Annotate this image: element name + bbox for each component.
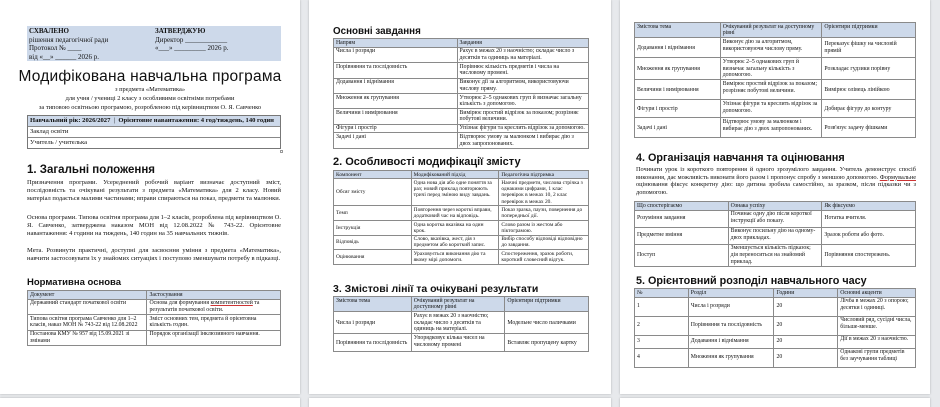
- observation-table: [634, 201, 916, 267]
- subtitle-student: для учня / учениці 2 класу з особливими освітніми потребами: [65, 95, 235, 102]
- content-lines-table: [333, 296, 589, 352]
- table-header-row: Що спостерігаємо Ознака успіху Як фіксуємо: [635, 202, 916, 211]
- section-1-paragraph-1: Призначення програми. Усереднений робочий варіант визначає доступний зміст, послідовність та очікувані результати з предмета «Математика» для 2 класу. Новий матеріал подається малими частинами; вправи спираються на показ, предмети та малюнки.: [27, 179, 281, 202]
- table-row: Числа і розряди Рахує в межах 20 з наочністю; складає число з десятків та одиниць на матеріалі. Модельне число паличками: [334, 312, 589, 334]
- table-row: Обсяг змісту Одна нова дія або одне поняття за раз; новий приклад повторюють тричі перед зміною виду завдань. Наочні предмети, числова стрічка з однакими цифрами, 1 клас перевірок в межах 10, 2 клас перевірок в межах 20.: [334, 179, 589, 206]
- info-row-year: Навчальний рік: 2026/2027 | Орієнтовне навантаження: 4 год/тиждень, 140 годин: [28, 116, 280, 127]
- table-row: 4 Множення як групування 20 Однакові групи предметів без заучування таблиці: [635, 348, 916, 367]
- table-row: 2 Порівняння та послідовність 20 Числовий ряд, сусідні числа, більше-менше.: [635, 316, 916, 335]
- document-page-3: [620, 0, 930, 394]
- document-page-1: [0, 0, 300, 394]
- table-header-row: Змістова тема Очікуваний результат на доступному рівні Орієнтири підтримки: [635, 23, 916, 38]
- table-row: Типова освітня програма Савченко для 1–2 класів, наказ МОН № 743-22 від 12.08.2022 Зміст основних тем, предмета й орієнтовна кількість годин.: [28, 315, 281, 330]
- section-4-title: 4. Організація навчання та оцінювання: [636, 152, 845, 164]
- document-page-6-top: [620, 398, 930, 407]
- document-page-4-top: [0, 398, 300, 407]
- table-row: Поступ Зменшується кількість підказок; дія переноситься на знайомий приклад. Порівняння спостережень.: [635, 244, 916, 266]
- table-header-row: Документ Застосування: [28, 291, 281, 300]
- table-row: Постанова КМУ № 957 від 15.09.2021 зі змінами Порядок організації інклюзивного навчання.: [28, 330, 281, 345]
- table-row: Множення як групування Утворює 2–5 однакових груп й визначає загальну кількість з допомогою.: [334, 93, 589, 108]
- table-header-row: № Розділ Години Основні акценти: [635, 289, 916, 298]
- document-title: Модифікована навчальна програма: [18, 68, 282, 85]
- table-row: Предметне вміння Виконує посильну дію на одному-двох прикладах. Зразок роботи або фото.: [635, 227, 916, 244]
- spellcheck-underlined-word[interactable]: компетентностей: [210, 300, 253, 307]
- table-row: Порівняння та послідовність Упорядковує кілька чисел на числовому промені Вставляє пропущену картку: [334, 334, 589, 352]
- info-row-school: Заклад освіти: [28, 127, 280, 138]
- info-table: [27, 115, 281, 149]
- document-page-5-top: [309, 398, 611, 407]
- table-row: Фігури і простір Упізнає фігури та креслить відрізок за допомогою. Добирає фігуру до контуру: [635, 100, 916, 118]
- table-header-row: Змістова тема Очікуваний результат на доступному рівні Орієнтири підтримки: [334, 297, 589, 312]
- table-row: Оцінювання Ураховується виконання дію та якому мірі допомоги. Спостереження, зразок роботи, короткий словесний відгук.: [334, 250, 589, 265]
- main-tasks-title: Основні завдання: [333, 26, 421, 37]
- table-header-row: Компонент Модифікований підхід Педагогічна підтримка: [334, 171, 589, 179]
- document-page-2: [309, 0, 611, 394]
- normative-basis-title: Нормативна основа: [27, 277, 122, 288]
- spellcheck-underlined-word[interactable]: Формувальне: [879, 173, 916, 181]
- table-row: 3 Додавання і віднімання 20 Дії в межах 20 з наочністю.: [635, 335, 916, 348]
- subtitle-subject: з предмета «Математика»: [114, 86, 186, 93]
- modification-table: [333, 170, 589, 265]
- table-row: Темп Повторення через короткі вправи, додатковий час на відповідь. Показ зразка, паузи, повернення до попередньої дії.: [334, 206, 589, 221]
- table-row: Задачі і дані Відтворює умову за малюнком і вибирає дію з двох запропонованих.: [334, 133, 589, 148]
- confirmed-column: ЗАТВЕРДЖУЮ Директор ____________ «___» _________ 2026 р.: [155, 27, 229, 53]
- content-lines-table-continued: [634, 22, 916, 138]
- table-row: Розуміння завдання Починає одну дію після короткої інструкції або показу. Нотатка вчителя.: [635, 210, 916, 227]
- info-row-teacher: Учитель / учителька: [30, 139, 88, 146]
- approval-block: [27, 26, 281, 61]
- table-row: Величини і вимірювання Вимірює простий відрізок за показом; розрізняє побутові величини. Вимірює олівець лінійкою: [635, 80, 916, 100]
- table-row: Порівняння та послідовність Порівнює кількість предметів і числа на числовому промені.: [334, 63, 589, 78]
- table-row: Числа і розряди Рахує в межах 20 з наочністю; складає число з десятків та одиниць на матеріалі.: [334, 47, 589, 62]
- section-2-title: 2. Особливості модифікації змісту: [333, 156, 521, 168]
- main-tasks-table: [333, 38, 589, 149]
- table-row: 1 Числа і розряди 20 Лічба в межах 20 з опорою; десятки і одиниці.: [635, 297, 916, 316]
- table-row: Задачі і дані Відтворює умову за малюнком і вибирає дію з двох запропонованих. Розв'язує задачу фішками: [635, 118, 916, 138]
- section-5-title: 5. Орієнтовний розподіл навчального часу: [636, 275, 867, 287]
- section-1-paragraph-3: Мета. Розвинути практичні, доступні для засвоєння уміння з предмета «Математика», навчити застосовувати їх у знайомих ситуаціях і поступово зменшувати потребу в підказці.: [27, 247, 281, 262]
- table-row: Додавання і віднімання Виконує дії за алгоритмом, використовуючи числову пряму.: [334, 78, 589, 93]
- table-row: Фігури і простір Упізнає фігури та креслить відрізок за допомогою.: [334, 124, 589, 133]
- section-1-paragraph-2: Основа програми. Типова освітня програма для 1–2 класів, розроблена під керівництвом О. Я. Савченко, затверджена наказом МОН від 12.08.2022 № 743-22. Орієнтовне навантаження: 4 години на тиждень, 140 годин на 35 навчальних тижнів.: [27, 214, 281, 237]
- table-resize-handle[interactable]: [280, 150, 283, 153]
- table-row: Відповідь Слово, вказівка, жест, дія з предметом або короткий запис. Вибір способу відповіді відповідно до завдання.: [334, 235, 589, 250]
- table-row: Додавання і віднімання Виконує дію за алгоритмом, використовуючи числову пряму. Переказує фішку на числовій прямій: [635, 38, 916, 58]
- table-header-row: Напрям Завдання: [334, 39, 589, 48]
- table-row: Державний стандарт початкової освіти Основа для формування компетентностей та результатів початкової освіти.: [28, 299, 281, 314]
- section-1-title: 1. Загальні положення: [27, 164, 155, 176]
- table-row: Інструкція Одна коротка вказівка на один крок. Слово разом із жестом або піктограмою.: [334, 220, 589, 235]
- normative-table: [27, 290, 281, 346]
- time-distribution-table: [634, 288, 916, 368]
- approved-column: СХВАЛЕНО рішення педагогічної ради Протокол № ____ від «__» ______ 2026 р.: [29, 27, 109, 61]
- section-4-paragraph: Починати урок із короткого повторення й одного зрозумілого завдання. Учитель демонструє спосіб виконання, дає можливість виконати його разом і пропонує спробу з меншою допомогою. Формувальне оцінювання фіксує конкретну дію: що дитина зробила самостійно, за зразком, після підказки чи з допомогою.: [636, 166, 916, 196]
- table-row: Величини і вимірювання Вимірює простий відрізок за показом; розрізняє побутові величини.: [334, 109, 589, 124]
- section-3-title: 3. Змістові лінії та очікувані результати: [333, 283, 539, 295]
- table-row: Множення як групування Утворює 2–5 однакових груп й визначає загальну кількість з допомогою. Розкладає гудзики порівну: [635, 58, 916, 80]
- subtitle-program: за типовою освітньою програмою, розробленою під керівництвом О. Я. Савченко: [38, 104, 262, 111]
